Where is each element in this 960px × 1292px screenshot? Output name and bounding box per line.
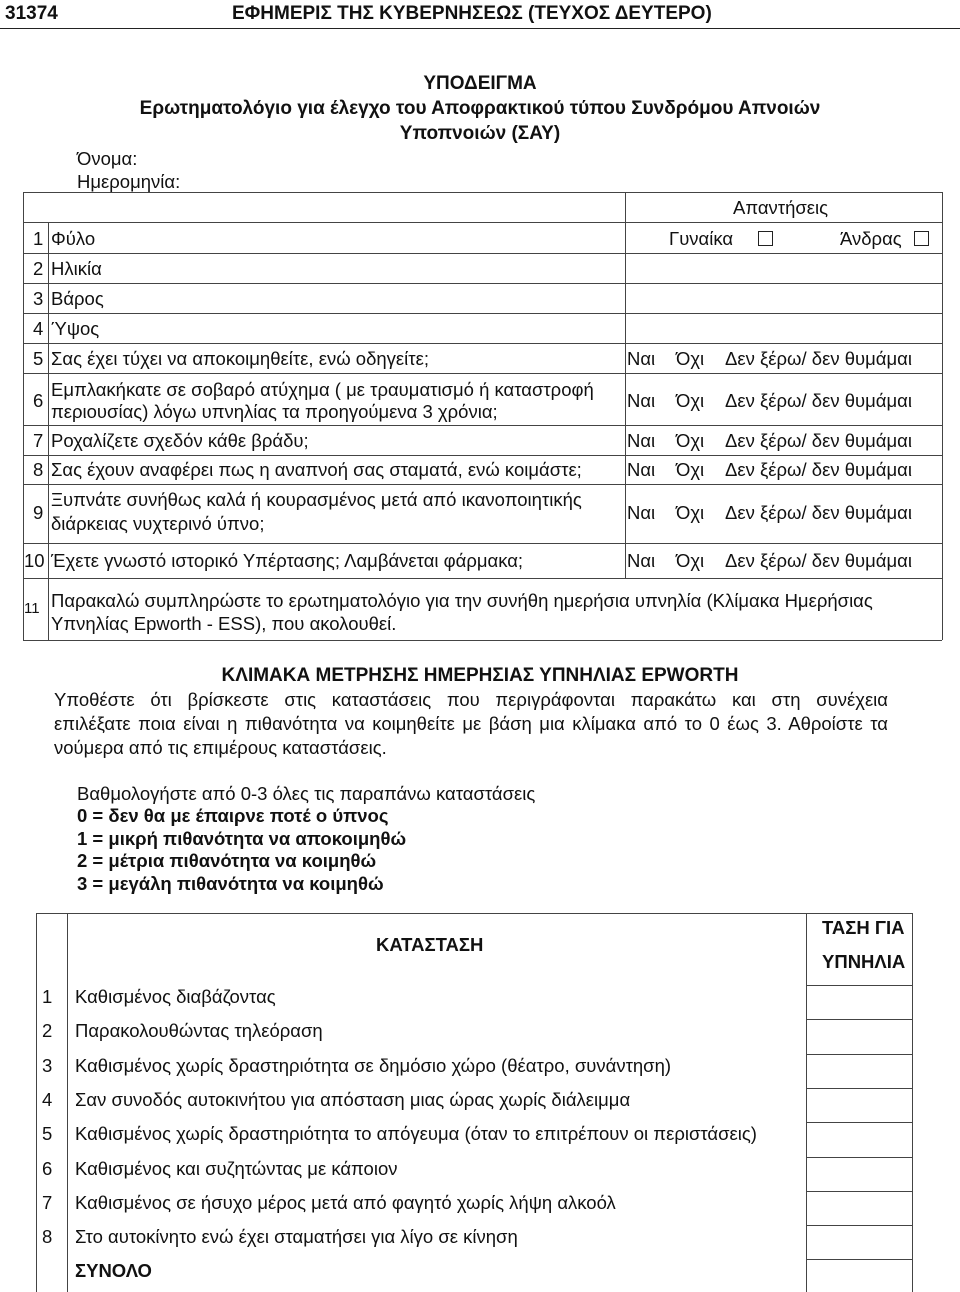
q4-text: Ύψος [51, 318, 100, 339]
ess-row-7-number: 7 [42, 1192, 53, 1213]
ess-row-2: Παρακολουθώντας τηλεόραση [75, 1020, 323, 1041]
q8-no[interactable]: Όχι [676, 459, 705, 480]
q7-no[interactable]: Όχι [676, 430, 705, 451]
male-label: Άνδρας [840, 228, 902, 249]
col-situation-header: ΚΑΤΑΣΤΑΣΗ [376, 934, 484, 955]
q9-text: Ξυπνάτε συνήθως καλά ή κουρασμένος μετά από ικανοποιητικής [51, 489, 582, 510]
ess-row-1: Καθισμένος διαβάζοντας [75, 986, 276, 1007]
q11-number: 11 [24, 600, 40, 617]
q2-number: 2 [33, 258, 44, 279]
q10-yes[interactable]: Ναι [627, 550, 656, 571]
ess-row-2-number: 2 [42, 1020, 53, 1041]
ess-row-5-number: 5 [42, 1123, 53, 1144]
q8-text: Σας έχουν αναφέρει πως η αναπνοή σας σταματά, ενώ κοιμάστε; [51, 459, 582, 480]
q4-number: 4 [33, 318, 44, 339]
q5-no[interactable]: Όχι [676, 348, 705, 369]
q6-text: Εμπλακήκατε σε σοβαρό ατύχημα ( με τραυματισμό ή καταστροφή [51, 379, 594, 400]
ess-title: ΚΛΙΜΑΚΑ ΜΕΤΡΗΣΗΣ ΗΜΕΡΗΣΙΑΣ ΥΠΝΗΛΙΑΣ EPWORTH [221, 665, 739, 686]
ess-row-4: Σαν συνοδός αυτοκινήτου για απόσταση μιας ώρας χωρίς διάλειμμα [75, 1089, 631, 1110]
date-label: Ημερομηνία: [77, 171, 181, 192]
q11-text-cont: Υπνηλίας Epworth - ESS), που ακολουθεί. [51, 613, 397, 634]
name-label: Όνομα: [77, 148, 138, 169]
scale-2: 2 = μέτρια πιθανότητα να κοιμηθώ [77, 850, 377, 871]
q10-text: Έχετε γνωστό ιστορικό Υπέρτασης; Λαμβάνεται φάρμακα; [51, 550, 524, 571]
q8-number: 8 [33, 459, 44, 480]
ess-row-3-number: 3 [42, 1055, 53, 1076]
male-checkbox[interactable] [914, 231, 929, 246]
q9-number: 9 [33, 502, 44, 523]
scale-3: 3 = μεγάλη πιθανότητα να κοιμηθώ [77, 873, 384, 894]
gazette-title: ΕΦΗΜΕΡΙΣ ΤΗΣ ΚΥΒΕΡΝΗΣΕΩΣ (ΤΕΥΧΟΣ ΔΕΥΤΕΡΟ) [232, 3, 712, 24]
q1-text: Φύλο [51, 228, 96, 249]
doc-subtitle: Ερωτηματολόγιο για έλεγχο του Αποφρακτικού τύπου Συνδρόμου Απνοιών [139, 98, 821, 119]
q6-number: 6 [33, 390, 44, 411]
q7-number: 7 [33, 430, 44, 451]
q9-text-cont: διάρκειας νυχτερινό ύπνο; [51, 513, 265, 534]
q6-no[interactable]: Όχι [676, 390, 705, 411]
q9-yes[interactable]: Ναι [627, 502, 656, 523]
q10-dunno[interactable]: Δεν ξέρω/ δεν θυμάμαι [725, 550, 912, 571]
ess-intro-line3: νούμερα από τις επιμέρους καταστάσεις. [54, 737, 387, 758]
ess-row-8-number: 8 [42, 1226, 53, 1247]
ess-row-1-number: 1 [42, 986, 53, 1007]
q8-dunno[interactable]: Δεν ξέρω/ δεν θυμάμαι [725, 459, 912, 480]
q5-text: Σας έχει τύχει να αποκοιμηθείτε, ενώ οδηγείτε; [51, 348, 429, 369]
ess-intro-line2: επιλέξατε ποια είναι η πιθανότητα να κοιμηθείτε με βάση μια κλίμακα από το 0 έως 3. Αθροίστε τα [54, 713, 888, 734]
q10-no[interactable]: Όχι [676, 550, 705, 571]
q7-text: Ροχαλίζετε σχεδόν κάθε βράδυ; [51, 430, 309, 451]
ess-row-3: Καθισμένος χωρίς δραστηριότητα σε δημόσιο χώρο (θέατρο, συνάντηση) [75, 1055, 672, 1076]
ess-intro-line1: Υποθέστε ότι βρίσκεστε στις καταστάσεις που περιγράφονται παρακάτω και στη συνέχεια [54, 689, 888, 710]
q2-text: Ηλικία [51, 258, 102, 279]
q1-number: 1 [33, 228, 44, 249]
doc-subtitle-cont: Υποπνοιών (ΣΑΥ) [399, 123, 561, 144]
col-tendency-header: ΤΑΣΗ ΓΙΑ [822, 917, 905, 938]
q8-yes[interactable]: Ναι [627, 459, 656, 480]
doc-title: ΥΠΟΔΕΙΓΜΑ [423, 73, 537, 94]
q6-dunno[interactable]: Δεν ξέρω/ δεν θυμάμαι [725, 390, 912, 411]
q5-yes[interactable]: Ναι [627, 348, 656, 369]
q7-yes[interactable]: Ναι [627, 430, 656, 451]
ess-row-7: Καθισμένος σε ήσυχο μέρος μετά από φαγητό χωρίς λήψη αλκοόλ [75, 1192, 616, 1213]
q3-number: 3 [33, 288, 44, 309]
ess-row-5: Καθισμένος χωρίς δραστηριότητα το απόγευμα (όταν το επιτρέπουν οι περιστάσεις) [75, 1123, 757, 1144]
q3-text: Βάρος [51, 288, 104, 309]
q5-dunno[interactable]: Δεν ξέρω/ δεν θυμάμαι [725, 348, 912, 369]
page-header [0, 0, 960, 29]
scale-0: 0 = δεν θα με έπαιρνε ποτέ ο ύπνος [77, 805, 389, 826]
ess-row-6-number: 6 [42, 1158, 53, 1179]
page-number: 31374 [5, 3, 58, 24]
ess-row-6: Καθισμένος και συζητώντας με κάποιον [75, 1158, 398, 1179]
q7-dunno[interactable]: Δεν ξέρω/ δεν θυμάμαι [725, 430, 912, 451]
q9-no[interactable]: Όχι [676, 502, 705, 523]
q6-yes[interactable]: Ναι [627, 390, 656, 411]
female-checkbox[interactable] [758, 231, 773, 246]
ess-intro [54, 688, 888, 760]
col-tendency-header-cont: ΥΠΝΗΛΙΑ [822, 951, 906, 972]
female-label: Γυναίκα [669, 228, 734, 249]
scale-heading: Βαθμολογήστε από 0-3 όλες τις παραπάνω καταστάσεις [77, 783, 536, 804]
answers-header: Απαντήσεις [733, 197, 829, 218]
q10-number: 10 [24, 550, 45, 571]
q9-dunno[interactable]: Δεν ξέρω/ δεν θυμάμαι [725, 502, 912, 523]
ess-row-4-number: 4 [42, 1089, 53, 1110]
scale-1: 1 = μικρή πιθανότητα να αποκοιμηθώ [77, 828, 407, 849]
q5-number: 5 [33, 348, 44, 369]
q6-text-cont: περιουσίας) λόγω υπνηλίας τα προηγούμενα 3 χρόνια; [51, 401, 498, 422]
ess-row-8: Στο αυτοκίνητο ενώ έχει σταματήσει για λίγο σε κίνηση [75, 1226, 518, 1247]
q11-text: Παρακαλώ συμπληρώστε το ερωτηματολόγιο για την συνήθη ημερήσια υπνηλία (Κλίμακα Ημερήσιας [51, 590, 873, 611]
ess-total-label: ΣΥΝΟΛΟ [75, 1260, 152, 1281]
